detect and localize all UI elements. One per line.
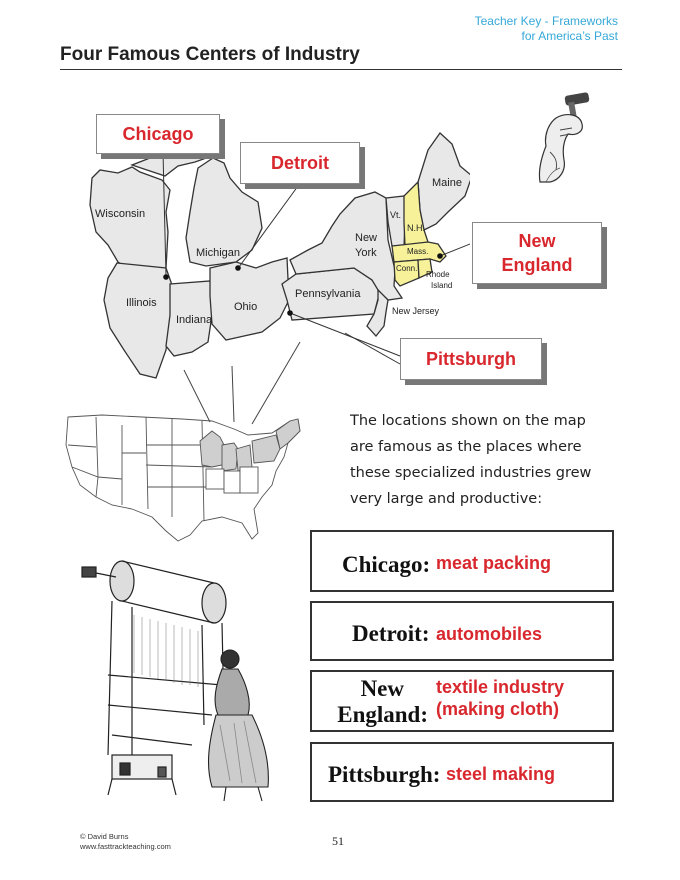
title-divider — [60, 69, 622, 70]
header-line-2: for America’s Past — [521, 29, 618, 43]
detroit-dot — [235, 265, 241, 271]
callout-new-england-line-2: England — [501, 255, 573, 275]
loom-weaver-illustration — [72, 555, 292, 805]
page-number: 51 — [332, 834, 344, 848]
answer-industry-new-england-line-1: textile industry — [436, 677, 565, 697]
new-england-dot — [437, 253, 443, 259]
hammer-arm-illustration — [520, 90, 600, 186]
label-indiana: Indiana — [176, 314, 213, 326]
footer-copyright — [80, 832, 171, 852]
header-line-1: Teacher Key - Frameworks — [474, 14, 618, 28]
label-ohio: Ohio — [234, 301, 258, 313]
label-new-york-2: York — [355, 247, 377, 259]
callout-new-england-line-1: New — [518, 231, 556, 251]
illinois-shape — [104, 263, 172, 378]
answer-city-pittsburgh: Pittsburgh: — [328, 762, 441, 787]
callout-detroit — [240, 142, 360, 184]
answer-box-pittsburgh — [310, 742, 614, 802]
label-maine: Maine — [432, 177, 462, 189]
intro-line-3: these specialized industries grew — [350, 465, 592, 481]
answer-city-new-england-line-1: New — [360, 676, 404, 701]
callout-chicago-text: Chicago — [122, 124, 194, 144]
intro-line-1: The locations shown on the map — [350, 413, 586, 429]
answer-box-chicago — [310, 530, 614, 592]
page-title: Four Famous Centers of Industry — [60, 44, 360, 65]
intro-line-4: very large and productive: — [350, 491, 543, 507]
vermont-shape — [386, 196, 405, 246]
answer-industry-pittsburgh: steel making — [446, 764, 556, 784]
pittsburgh-dot — [287, 310, 293, 316]
label-illinois: Illinois — [126, 297, 157, 309]
answer-city-new-england — [336, 676, 428, 728]
callout-pittsburgh — [400, 338, 542, 380]
callout-chicago — [96, 114, 220, 154]
label-new-hampshire: N.H. — [407, 223, 425, 233]
copyright-text: © David Burns — [80, 832, 129, 841]
label-pennsylvania: Pennsylvania — [295, 288, 361, 300]
answer-industry-chicago: meat packing — [436, 553, 552, 573]
answer-industry-new-england-line-2: (making cloth) — [436, 699, 560, 719]
answer-city-detroit: Detroit: — [352, 621, 430, 646]
answer-industry-detroit: automobiles — [436, 624, 543, 644]
label-new-jersey: New Jersey — [392, 306, 440, 316]
label-michigan: Michigan — [196, 247, 241, 259]
answer-box-new-england — [310, 670, 614, 732]
answer-box-detroit — [310, 601, 614, 661]
intro-paragraph — [350, 408, 620, 512]
answer-city-new-england-line-2: England: — [337, 702, 428, 727]
teacher-key-header — [475, 14, 618, 44]
intro-line-2: are famous as the places where — [350, 439, 582, 455]
callout-new-england — [472, 222, 602, 284]
label-rhode-island-1: Rhode — [426, 270, 450, 279]
label-rhode-island-2: Island — [431, 281, 453, 290]
ohio-shape — [210, 258, 289, 340]
answer-city-chicago: Chicago: — [342, 552, 431, 577]
map-connector-lines — [180, 330, 320, 430]
callout-pittsburgh-text: Pittsburgh — [426, 349, 516, 369]
callout-detroit-text: Detroit — [271, 153, 329, 173]
label-connecticut: Conn. — [396, 264, 418, 273]
label-new-york-1: New — [355, 232, 378, 244]
answer-industry-new-england — [436, 676, 564, 720]
website-text: www.fasttrackteaching.com — [80, 842, 171, 851]
chicago-dot — [163, 274, 169, 280]
label-wisconsin: Wisconsin — [95, 208, 146, 220]
label-vermont: Vt. — [390, 210, 402, 220]
label-massachusetts: Mass. — [407, 247, 429, 256]
